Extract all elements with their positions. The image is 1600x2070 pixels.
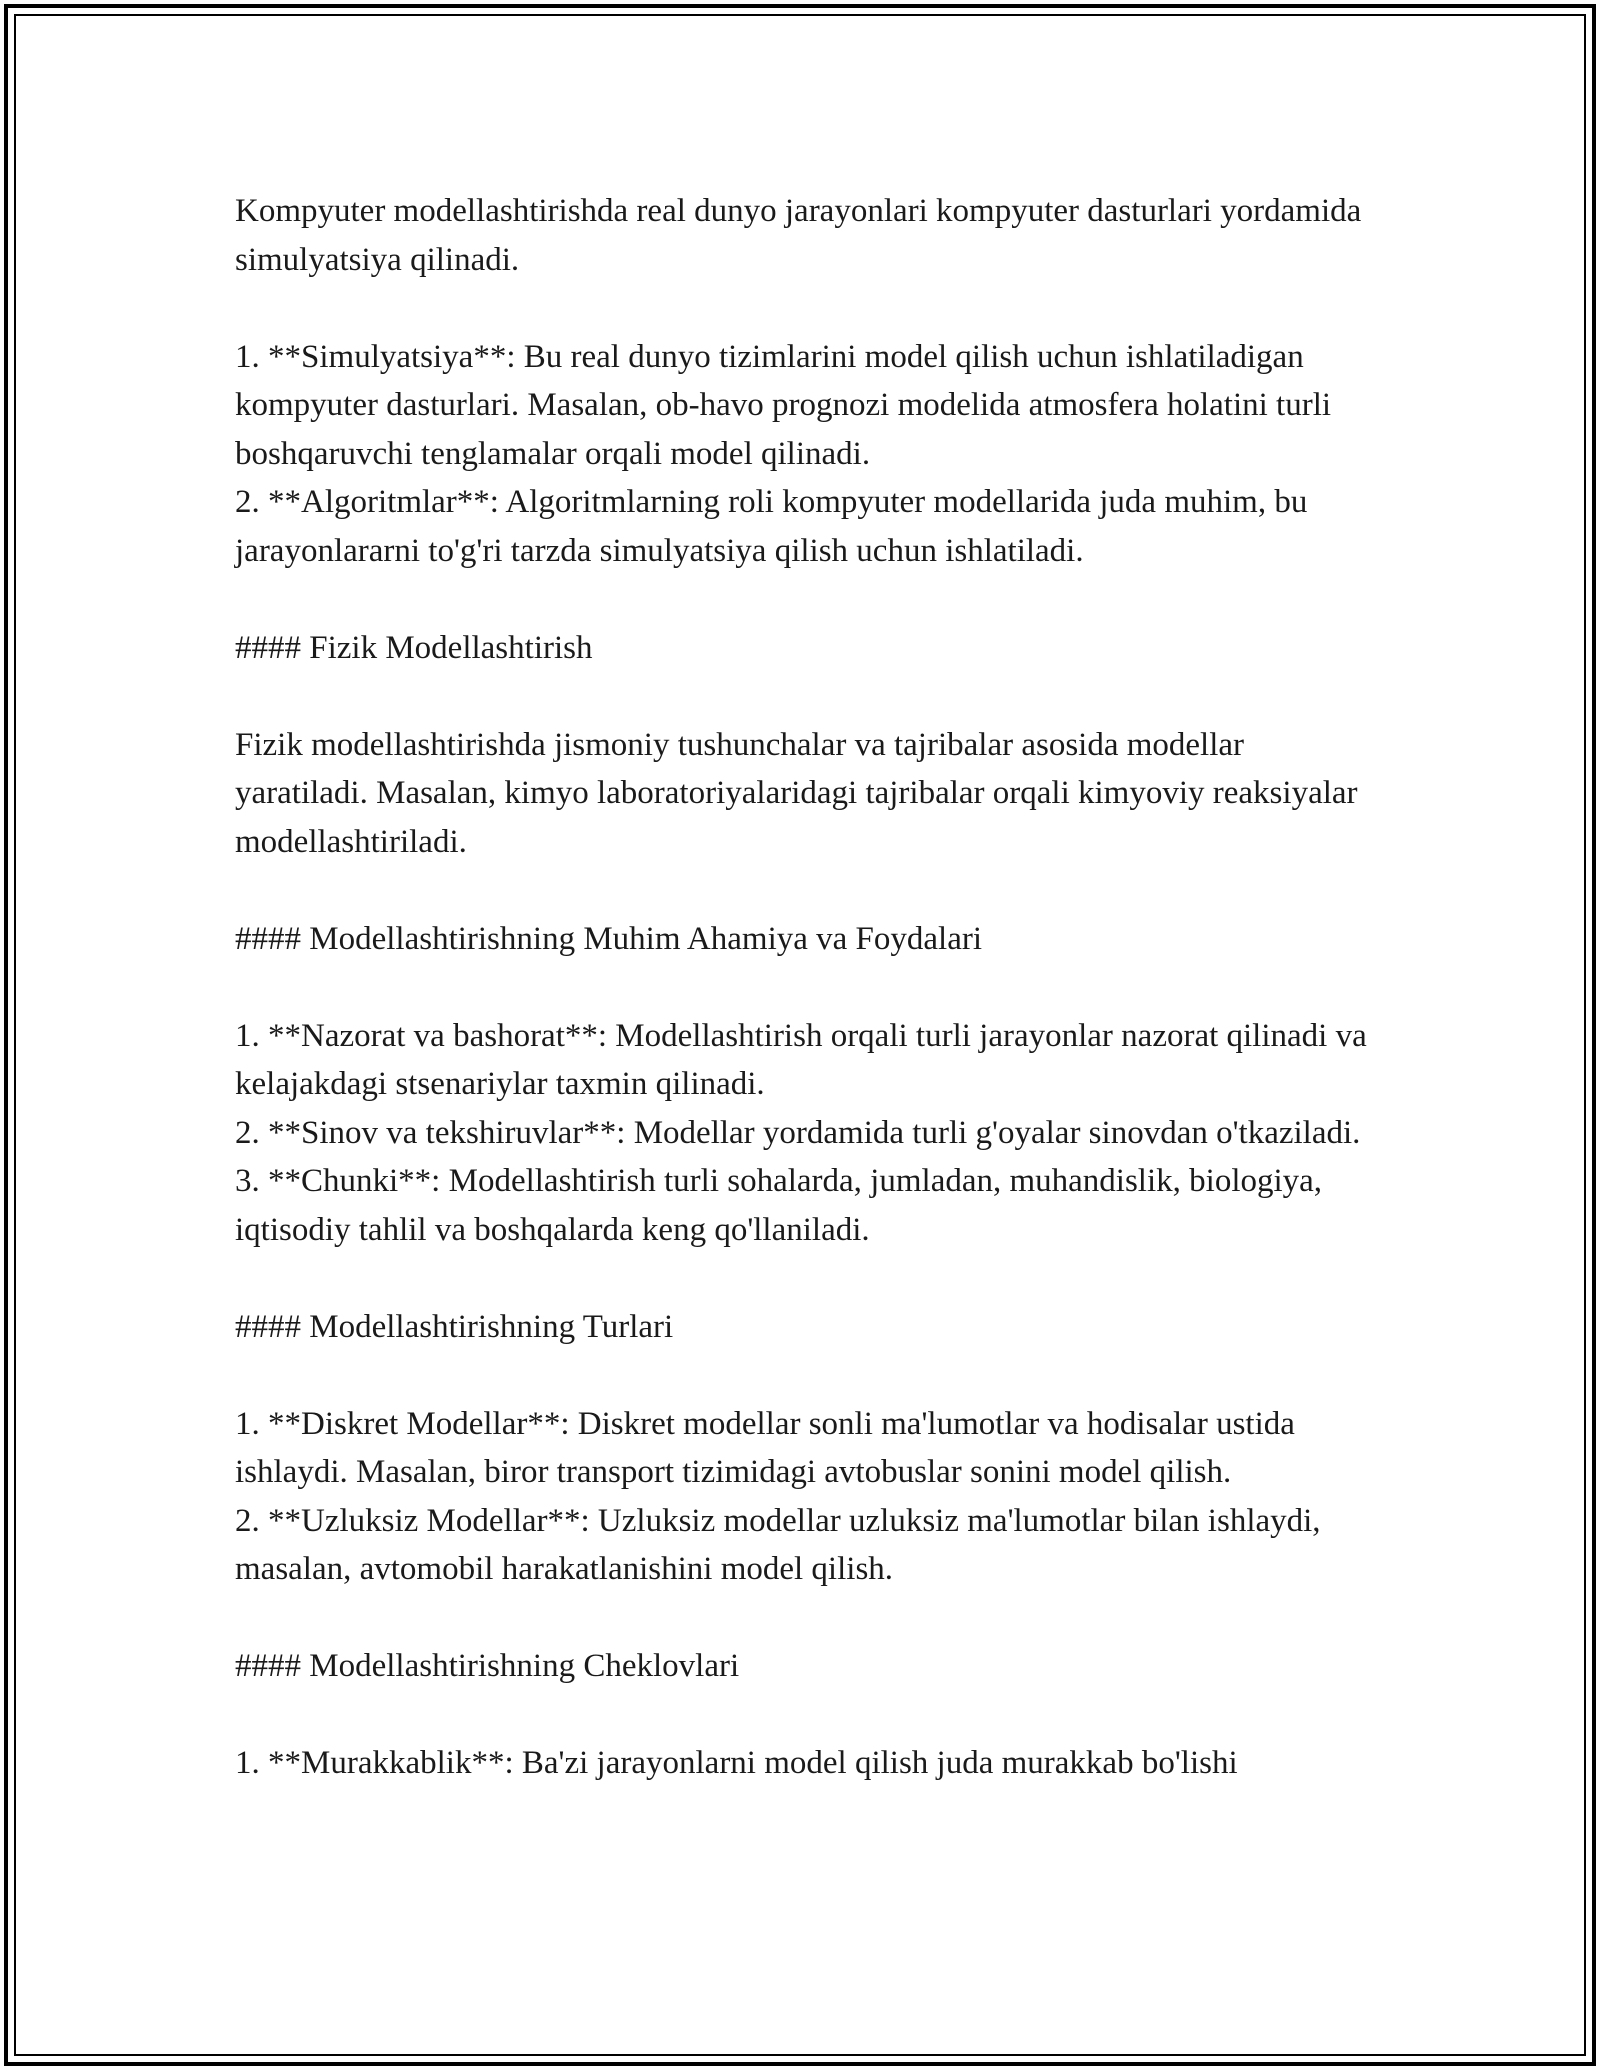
- list-item: 2. **Algoritmlar**: Algoritmlarning roli kompyuter modellarida juda muhim, bu jarayonlararni to'g'ri tarzda simulyatsiya qilish uchun ishlatiladi.: [235, 484, 1316, 569]
- list-item: 2. **Sinov va tekshiruvlar**: Modellar yordamida turli g'oyalar sinovdan o'tkaziladi.: [235, 1114, 1361, 1151]
- list-item: 1. **Simulyatsiya**: Bu real dunyo tizimlarini model qilish uchun ishlatiladigan kompyuter dasturlari. Masalan, ob-havo prognozi modelida atmosfera holatini turli boshqaruvchi tenglamalar orqali model qilinadi.: [235, 338, 1340, 472]
- list-item: 3. **Chunki**: Modellashtirish turli sohalarda, jumladan, muhandislik, biologiya, iqtisodiy tahlil va boshqalarda keng qo'llaniladi.: [235, 1163, 1331, 1248]
- intro-paragraph: Kompyuter modellashtirishda real dunyo jarayonlari kompyuter dasturlari yordamida simulyatsiya qilinadi.: [235, 193, 1370, 278]
- list-item: 1. **Murakkablik**: Ba'zi jarayonlarni model qilish juda murakkab bo'lishi: [235, 1745, 1238, 1781]
- list-item: 1. **Diskret Modellar**: Diskret modellar sonli ma'lumotlar va hodisalar ustida ishlaydi. Masalan, biror transport tizimidagi avtobuslar sonini model qilish.: [235, 1405, 1304, 1490]
- section-heading-cheklovlari: #### Modellashtirishning Cheklovlari: [235, 1648, 740, 1684]
- section-heading-turlari: #### Modellashtirishning Turlari: [235, 1308, 674, 1345]
- list-item: 1. **Nazorat va bashorat**: Modellashtirish orqali turli jarayonlar nazorat qilinadi va kelajakdagi stsenariylar taxmin qilinadi.: [235, 1017, 1375, 1102]
- list-item: 2. **Uzluksiz Modellar**: Uzluksiz modellar uzluksiz ma'lumotlar bilan ishlaydi, masalan, avtomobil harakatlanishini model qilish.: [235, 1502, 1329, 1587]
- document-body: [235, 187, 1375, 1788]
- section-heading-fizik: #### Fizik Modellashtirish: [235, 629, 593, 666]
- fizik-paragraph: Fizik modellashtirishda jismoniy tushunchalar va tajribalar asosida modellar yaratiladi. Masalan, kimyo laboratoriyalaridagi tajribalar orqali kimyoviy reaksiyalar modellashtiriladi.: [235, 726, 1366, 860]
- section-heading-ahamiya: #### Modellashtirishning Muhim Ahamiya va Foydalari: [235, 920, 983, 957]
